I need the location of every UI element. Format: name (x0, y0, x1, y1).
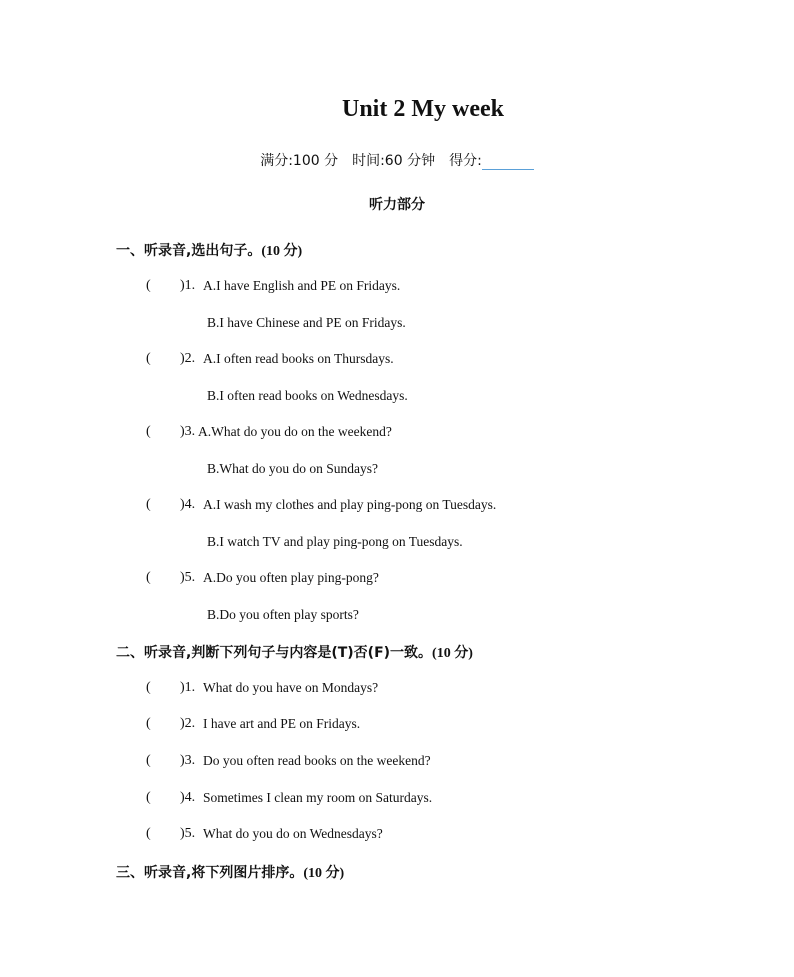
answer-blank[interactable]: ( (146, 278, 151, 293)
answer-blank[interactable]: ( (146, 790, 151, 805)
item-number: )3. (180, 753, 196, 768)
item-number: )5. (180, 570, 196, 585)
option-a: A.I wash my clothes and play ping-pong on Tuesdays. (203, 497, 497, 512)
score-info (0, 150, 794, 170)
item-number: )4. (180, 790, 196, 805)
answer-blank[interactable]: ( (146, 826, 151, 841)
answer-blank[interactable]: ( (146, 351, 151, 366)
item-number: )5. (180, 826, 196, 841)
section1-title: 一、听录音,选出句子。 (116, 243, 262, 259)
section1-heading (116, 240, 302, 260)
statement: Sometimes I clean my room on Saturdays. (203, 790, 433, 805)
item-number: )2. (180, 351, 196, 366)
score-blank[interactable] (482, 155, 534, 170)
exam-time: 时间:60 分钟 (352, 153, 436, 169)
listening-heading: 听力部分 (369, 197, 425, 213)
option-b: B.I often read books on Wednesdays. (207, 388, 408, 403)
answer-blank[interactable]: ( (146, 680, 151, 695)
answer-blank[interactable]: ( (146, 716, 151, 731)
section3-heading (116, 862, 344, 882)
answer-blank[interactable]: ( (146, 753, 151, 768)
statement: What do you have on Mondays? (203, 680, 379, 695)
statement: What do you do on Wednesdays? (203, 826, 383, 841)
score-label: 得分: (449, 153, 482, 169)
section2-title: 二、听录音,判断下列句子与内容是(T)否(F)一致。 (116, 645, 433, 661)
answer-blank[interactable]: ( (146, 497, 151, 512)
statement: Do you often read books on the weekend? (203, 753, 431, 768)
item-number: )4. (180, 497, 196, 512)
option-a: A.What do you do on the weekend? (198, 424, 392, 439)
option-b: B.Do you often play sports? (207, 607, 359, 622)
item-number: )1. (180, 278, 196, 293)
section2-points: (10 分) (432, 646, 473, 661)
option-a: A.Do you often play ping-pong? (203, 570, 379, 585)
option-b: B.What do you do on Sundays? (207, 461, 378, 476)
item-number: )2. (180, 716, 196, 731)
section1-points: (10 分) (261, 244, 303, 259)
answer-blank[interactable]: ( (146, 424, 151, 439)
option-a: A.I have English and PE on Fridays. (203, 278, 401, 293)
item-number: )1. (180, 680, 196, 695)
option-b: B.I have Chinese and PE on Fridays. (207, 315, 406, 330)
page-title: Unit 2 My week (342, 96, 504, 122)
option-b: B.I watch TV and play ping-pong on Tuesdays. (207, 534, 463, 549)
option-a: A.I often read books on Thursdays. (203, 351, 394, 366)
section3-points: (10 分) (303, 866, 345, 881)
full-score: 满分:100 分 (260, 153, 339, 169)
answer-blank[interactable]: ( (146, 570, 151, 585)
section2-heading (116, 642, 473, 662)
statement: I have art and PE on Fridays. (203, 716, 361, 731)
item-number: )3. (180, 424, 196, 439)
section3-title: 三、听录音,将下列图片排序。 (116, 865, 304, 881)
